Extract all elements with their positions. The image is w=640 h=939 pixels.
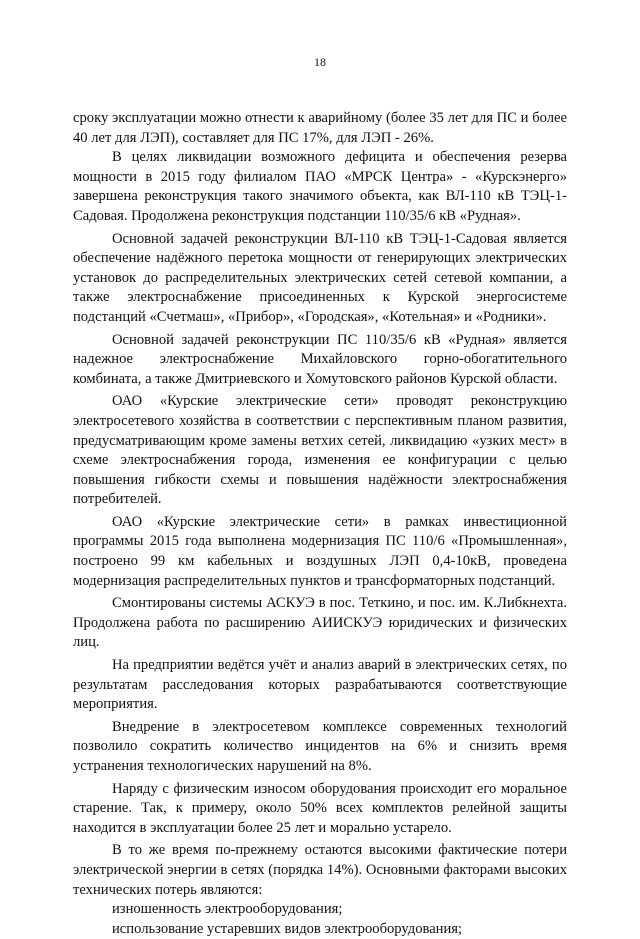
- page-number: 18: [314, 55, 326, 69]
- paragraph: На предприятии ведётся учёт и анализ аварий в электрических сетях, по результатам расследования которых разрабатываются соответствующие мероприятия.: [73, 657, 567, 713]
- paragraph: сроку эксплуатации можно отнести к аварийному (более 35 лет для ПС и более 40 лет для ЛЭП), составляет для ПС 17%, для ЛЭП - 26%.: [73, 110, 567, 146]
- paragraph: Внедрение в электросетевом комплексе современных технологий позволило сократить количество инцидентов на 6% и снизить время устранения технологических нарушений на 8%.: [73, 718, 567, 774]
- paragraph: ОАО «Курские электрические сети» проводят реконструкцию электросетевого хозяйства в соответствии с перспективным планом развития, предусматривающим кроме замены ветхих сетей, ликвидацию «узких мест» в схеме электроснабжения города, изменения ее конфигурации с целью повышения гибкости схемы и повышения надёжности электроснабжения потребителей.: [73, 393, 567, 508]
- paragraph: Наряду с физическим износом оборудования происходит его моральное старение. Так, к примеру, около 50% всех комплектов релейной защиты находится в эксплуатации более 25 лет и морально устарело.: [73, 780, 567, 836]
- paragraph: Основной задачей реконструкции ВЛ-110 кВ ТЭЦ-1-Садовая является обеспечение надёжного перетока мощности от генерирующих электрических установок до распределительных электрических сетей сетевой компании, а также электроснабжение присоединенных к Курской энергосистеме подстанций «Счетмаш», «Прибор», «Городская», «Котельная» и «Родники».: [73, 230, 567, 325]
- paragraph: Основной задачей реконструкции ПС 110/35/6 кВ «Рудная» является надежное электроснабжение Михайловского горно-обогатительного комбината, а также Дмитриевского и Хомутовского районов Курской области.: [73, 331, 567, 387]
- paragraph: ОАО «Курские электрические сети» в рамках инвестиционной программы 2015 года выполнена модернизация ПС 110/6 «Промышленная», построено 99 км кабельных и воздушных ЛЭП 0,4-10кВ, проведена модернизация распределительных пунктов и трансформаторных подстанций.: [73, 513, 567, 589]
- paragraph: Смонтированы системы АСКУЭ в пос. Теткино, и пос. им. К.Либкнехта. Продолжена работа по расширению АИИСКУЭ юридических и физических лиц.: [73, 595, 567, 651]
- list-item: изношенность электрооборудования;: [112, 901, 343, 918]
- list-item: использование устаревших видов электрооборудования;: [112, 920, 463, 937]
- document-body: [73, 109, 567, 939]
- paragraph: В то же время по-прежнему остаются высокими фактические потери электрической энергии в сетях (порядка 14%). Основными факторами высоких технических потерь являются:: [73, 842, 567, 898]
- paragraph: В целях ликвидации возможного дефицита и обеспечения резерва мощности в 2015 году филиалом ПАО «МРСК Центра» - «Курскэнерго» завершена реконструкция такого значимого объекта, как ВЛ-110 кВ ТЭЦ-1-Садовая. Продолжена реконструкция подстанции 110/35/6 кВ «Рудная».: [73, 149, 567, 224]
